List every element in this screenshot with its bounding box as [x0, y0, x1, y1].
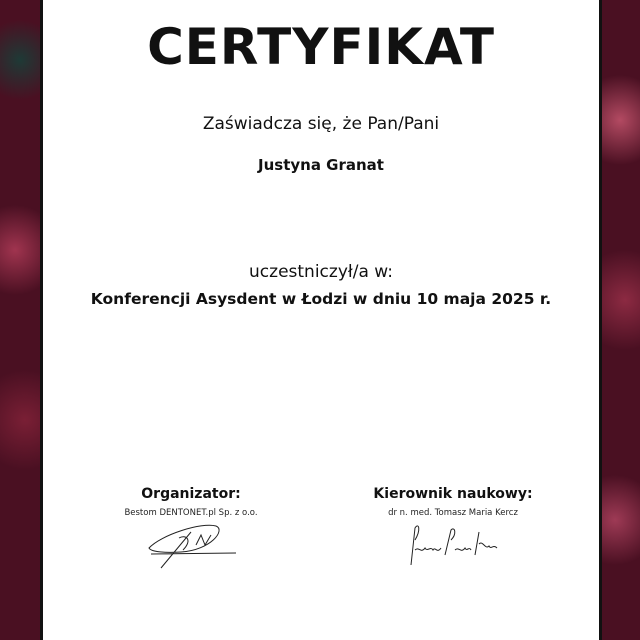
organizer-name: Bestom DENTONET.pl Sp. z o.o.	[124, 508, 258, 518]
certificate-page	[40, 0, 602, 640]
scientific-head-heading: Kierownik naukowy:	[373, 486, 533, 502]
organizer-heading: Organizator:	[141, 486, 241, 502]
scientific-head-block	[333, 486, 573, 570]
organizer-signature	[141, 520, 241, 570]
intro-text: Zaświadcza się, że Pan/Pani	[202, 114, 440, 134]
event-description: Konferencji Asysdent w Łodzi w dniu 10 maja 2025 r.	[90, 290, 552, 308]
scientific-head-signature	[403, 520, 503, 570]
scientific-head-name: dr n. med. Tomasz Maria Kercz	[388, 508, 518, 518]
participation-text: uczestniczył/a w:	[249, 262, 393, 282]
organizer-block	[71, 486, 311, 570]
recipient-name: Justyna Granat	[258, 156, 384, 174]
certificate-title: CERTYFIKAT	[147, 18, 495, 76]
